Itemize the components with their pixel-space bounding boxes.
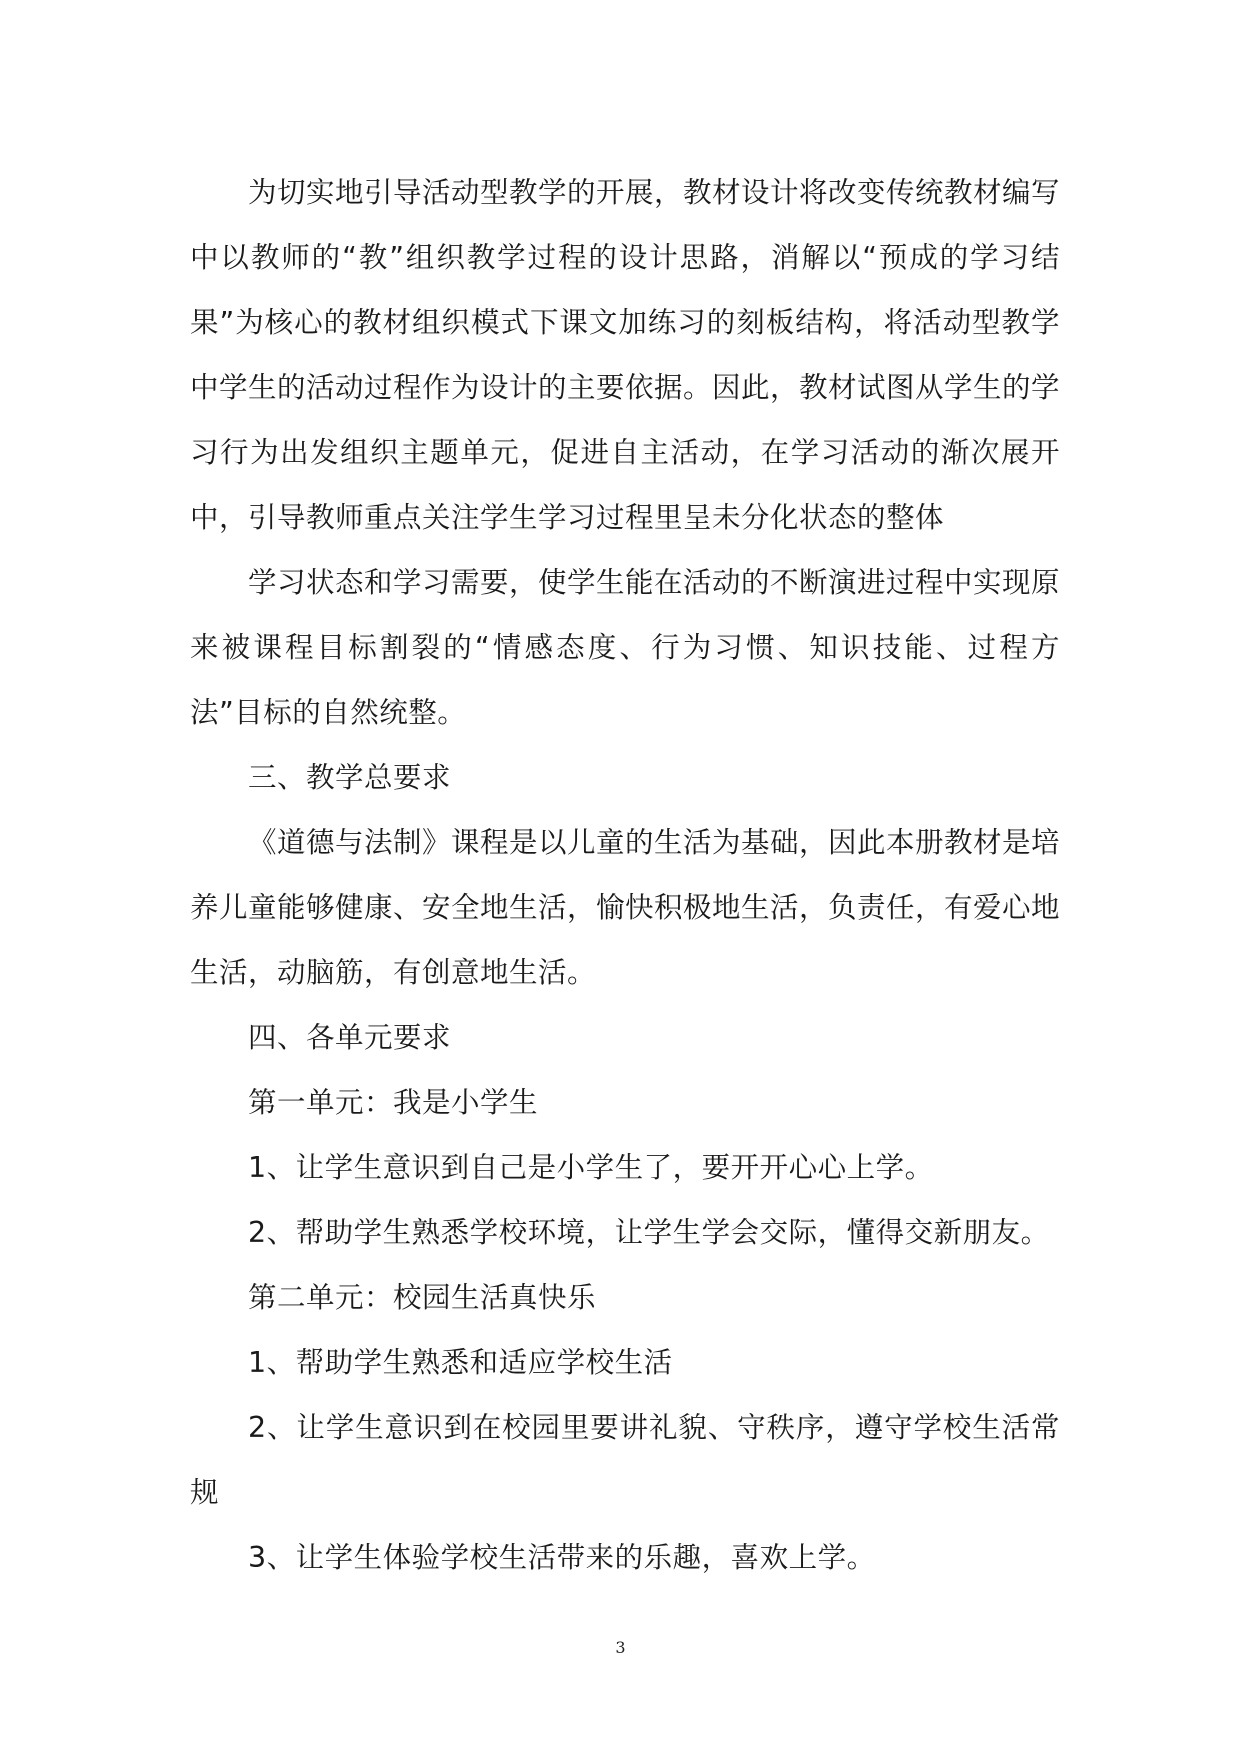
page-content: [190, 160, 1060, 1590]
unit-one-item-1: 1、让学生意识到自己是小学生了，要开开心心上学。: [248, 1151, 934, 1184]
section-heading-general-requirements: 三、教学总要求: [248, 761, 452, 794]
section-heading-unit-requirements: 四、各单元要求: [248, 1021, 452, 1054]
paragraph-learning-state: 学习状态和学习需要，使学生能在活动的不断演进过程中实现原来被课程目标割裂的“情感态度、行为习惯、知识技能、过程方法”目标的自然统整。: [190, 566, 1061, 729]
unit-two-item-3: 3、让学生体验学校生活带来的乐趣，喜欢上学。: [248, 1541, 876, 1574]
unit-one-item-2: 2、帮助学生熟悉学校环境，让学生学会交际，懂得交新朋友。: [248, 1216, 1050, 1249]
paragraph-activity-teaching: 为切实地引导活动型教学的开展，教材设计将改变传统教材编写中以教师的“教”组织教学过程的设计思路，消解以“预成的学习结果”为核心的教材组织模式下课文加练习的刻板结构，将活动型教学中学生的活动过程作为设计的主要依据。因此，教材试图从学生的学习行为出发组织主题单元，促进自主活动，在学习活动的渐次展开中，引导教师重点关注学生学习过程里呈未分化状态的整体: [190, 176, 1061, 534]
unit-one-title: 第一单元：我是小学生: [248, 1086, 539, 1119]
paragraph-course-basis: 《道德与法制》课程是以儿童的生活为基础，因此本册教材是培养儿童能够健康、安全地生活，愉快积极地生活，负责任，有爱心地生活，动脑筋，有创意地生活。: [190, 826, 1061, 989]
unit-two-item-2: 2、让学生意识到在校园里要讲礼貌、守秩序，遵守学校生活常规: [190, 1411, 1060, 1509]
unit-two-title: 第二单元：校园生活真快乐: [248, 1281, 597, 1314]
page-number: 3: [615, 1638, 626, 1657]
unit-two-item-1: 1、帮助学生熟悉和适应学校生活: [248, 1346, 673, 1379]
